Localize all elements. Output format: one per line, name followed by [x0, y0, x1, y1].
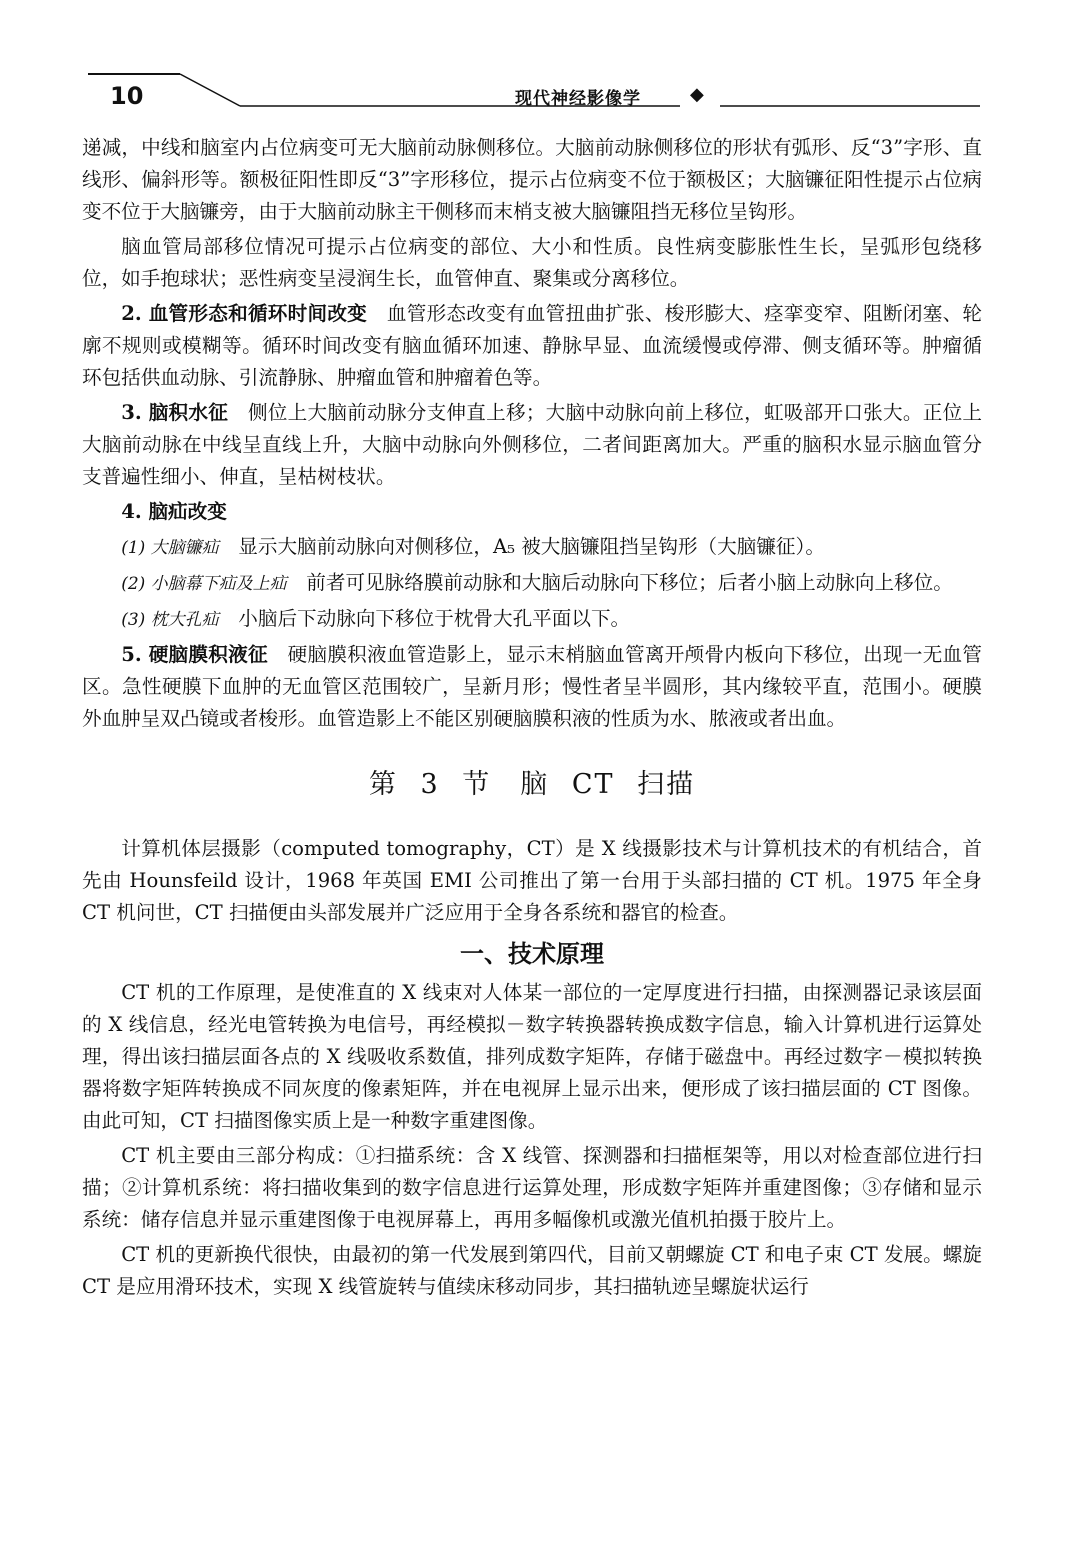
paragraph-text: 血管形态改变有血管扭曲扩张、梭形膨大、痉挛变窄、阻断闭塞、轮廓不规则或模糊等。循环时间改变有脑血循环加速、静脉早显、血流缓慢或停滞、侧支循环等。肿瘤循环包括供血动脉、引流静脉、肿瘤血管和肿瘤着色等。	[82, 302, 983, 389]
paragraph	[82, 496, 982, 528]
heading-inline: 2. 血管形态和循环时间改变	[121, 302, 368, 325]
paragraph-text: 小脑后下动脉向下移位于枕骨大孔平面以下。	[218, 607, 631, 630]
section-title: 第 3 节 脑 CT 扫描	[368, 769, 696, 800]
subsection-title: 一、技术原理	[460, 939, 604, 968]
paragraph-text: 显示大脑前动脉向对侧移位，A₅ 被大脑镰阻挡呈钩形（大脑镰征）。	[218, 535, 825, 558]
paragraph	[82, 639, 982, 735]
heading-inline: 3. 脑积水征	[121, 401, 229, 424]
diamond-icon: ◆	[690, 84, 704, 105]
paragraph: CT 机的工作原理，是使准直的 X 线束对人体某一部位的一定厚度进行扫描，由探测器记录该层面的 X 线信息，经光电管转换为电信号，再经模拟－数字转换器转换成数字信息，输入计算机进行运算处理，得出该扫描层面各点的 X 线吸收系数值，排列成数字矩阵，存储于磁盘中。再经过数字－模拟转换器将数字矩阵转换成不同灰度的像素矩阵，并在电视屏上显示出来，便形成了该扫描层面的 CT 图像。由此可知，CT 扫描图像实质上是一种数字重建图像。	[82, 981, 982, 1132]
heading-inline: (2) 小脑幕下疝及上疝	[121, 574, 287, 594]
paragraph: CT 机主要由三部分构成：①扫描系统：含 X 线管、探测器和扫描框架等，用以对检查部位进行扫描；②计算机系统：将扫描收集到的数字信息进行运算处理，形成数字矩阵并重建图像；③存储和显示系统：储存信息并显示重建图像于电视屏幕上，再用多幅像机或激光值机拍摄于胶片上。	[82, 1144, 982, 1231]
paragraph	[82, 397, 982, 493]
paragraph: 计算机体层摄影（computed tomography，CT）是 X 线摄影技术与计算机技术的有机结合，首先由 Hounsfeild 设计，1968 年英国 EMI 公司推出了第一台用于头部扫描的 CT 机。1975 年全身 CT 机问世，CT 扫描便由头部发展并广泛应用于全身各系统和器官的检查。	[82, 837, 982, 924]
paragraph	[82, 567, 982, 600]
paragraph: 脑血管局部移位情况可提示占位病变的部位、大小和性质。良性病变膨胀性生长，呈弧形包绕移位，如手抱球状；恶性病变呈浸润生长，血管伸直、聚集或分离移位。	[82, 235, 982, 290]
page-body	[82, 132, 982, 1303]
paragraph-text: 侧位上大脑前动脉分支伸直上移；大脑中动脉向前上移位，虹吸部开口张大。正位上大脑前动脉在中线呈直线上升，大脑中动脉向外侧移位，二者间距离加大。严重的脑积水显示脑血管分支普遍性细小、伸直，呈枯树枝状。	[82, 401, 983, 488]
paragraph	[82, 603, 982, 636]
heading-inline: 4. 脑疝改变	[121, 500, 227, 523]
paragraph-text: 硬脑膜积液血管造影上，显示末梢脑血管离开颅骨内板向下移位，出现一无血管区。急性硬膜下血肿的无血管区范围较广，呈新月形；慢性者呈半圆形，其内缘较平直，范围小。硬膜外血肿呈双凸镜或者梭形。血管造影上不能区别硬脑膜积液的性质为水、脓液或者出血。	[82, 643, 982, 730]
paragraph	[82, 298, 982, 394]
paragraph: CT 机的更新换代很快，由最初的第一代发展到第四代，目前又朝螺旋 CT 和电子束 CT 发展。螺旋 CT 是应用滑环技术，实现 X 线管旋转与值续床移动同步，其扫描轨迹呈螺旋状运行	[82, 1243, 982, 1298]
page-number: 10	[110, 82, 144, 110]
paragraph: 递减，中线和脑室内占位病变可无大脑前动脉侧移位。大脑前动脉侧移位的形状有弧形、反“3”字形、直线形、偏斜形等。额极征阳性即反“3”字形移位，提示占位病变不位于额极区；大脑镰征阳性提示占位病变不位于大脑镰旁，由于大脑前动脉主干侧移而末梢支被大脑镰阻挡无移位呈钩形。	[82, 136, 982, 223]
heading-inline: 5. 硬脑膜积液征	[121, 643, 268, 666]
heading-inline: (3) 枕大孔疝	[121, 610, 219, 630]
paragraph-text: 前者可见脉络膜前动脉和大脑后动脉向下移位；后者小脑上动脉向上移位。	[286, 571, 953, 594]
paragraph	[82, 531, 982, 564]
heading-inline: (1) 大脑镰疝	[121, 538, 219, 558]
running-head: 现代神经影像学	[515, 89, 641, 109]
